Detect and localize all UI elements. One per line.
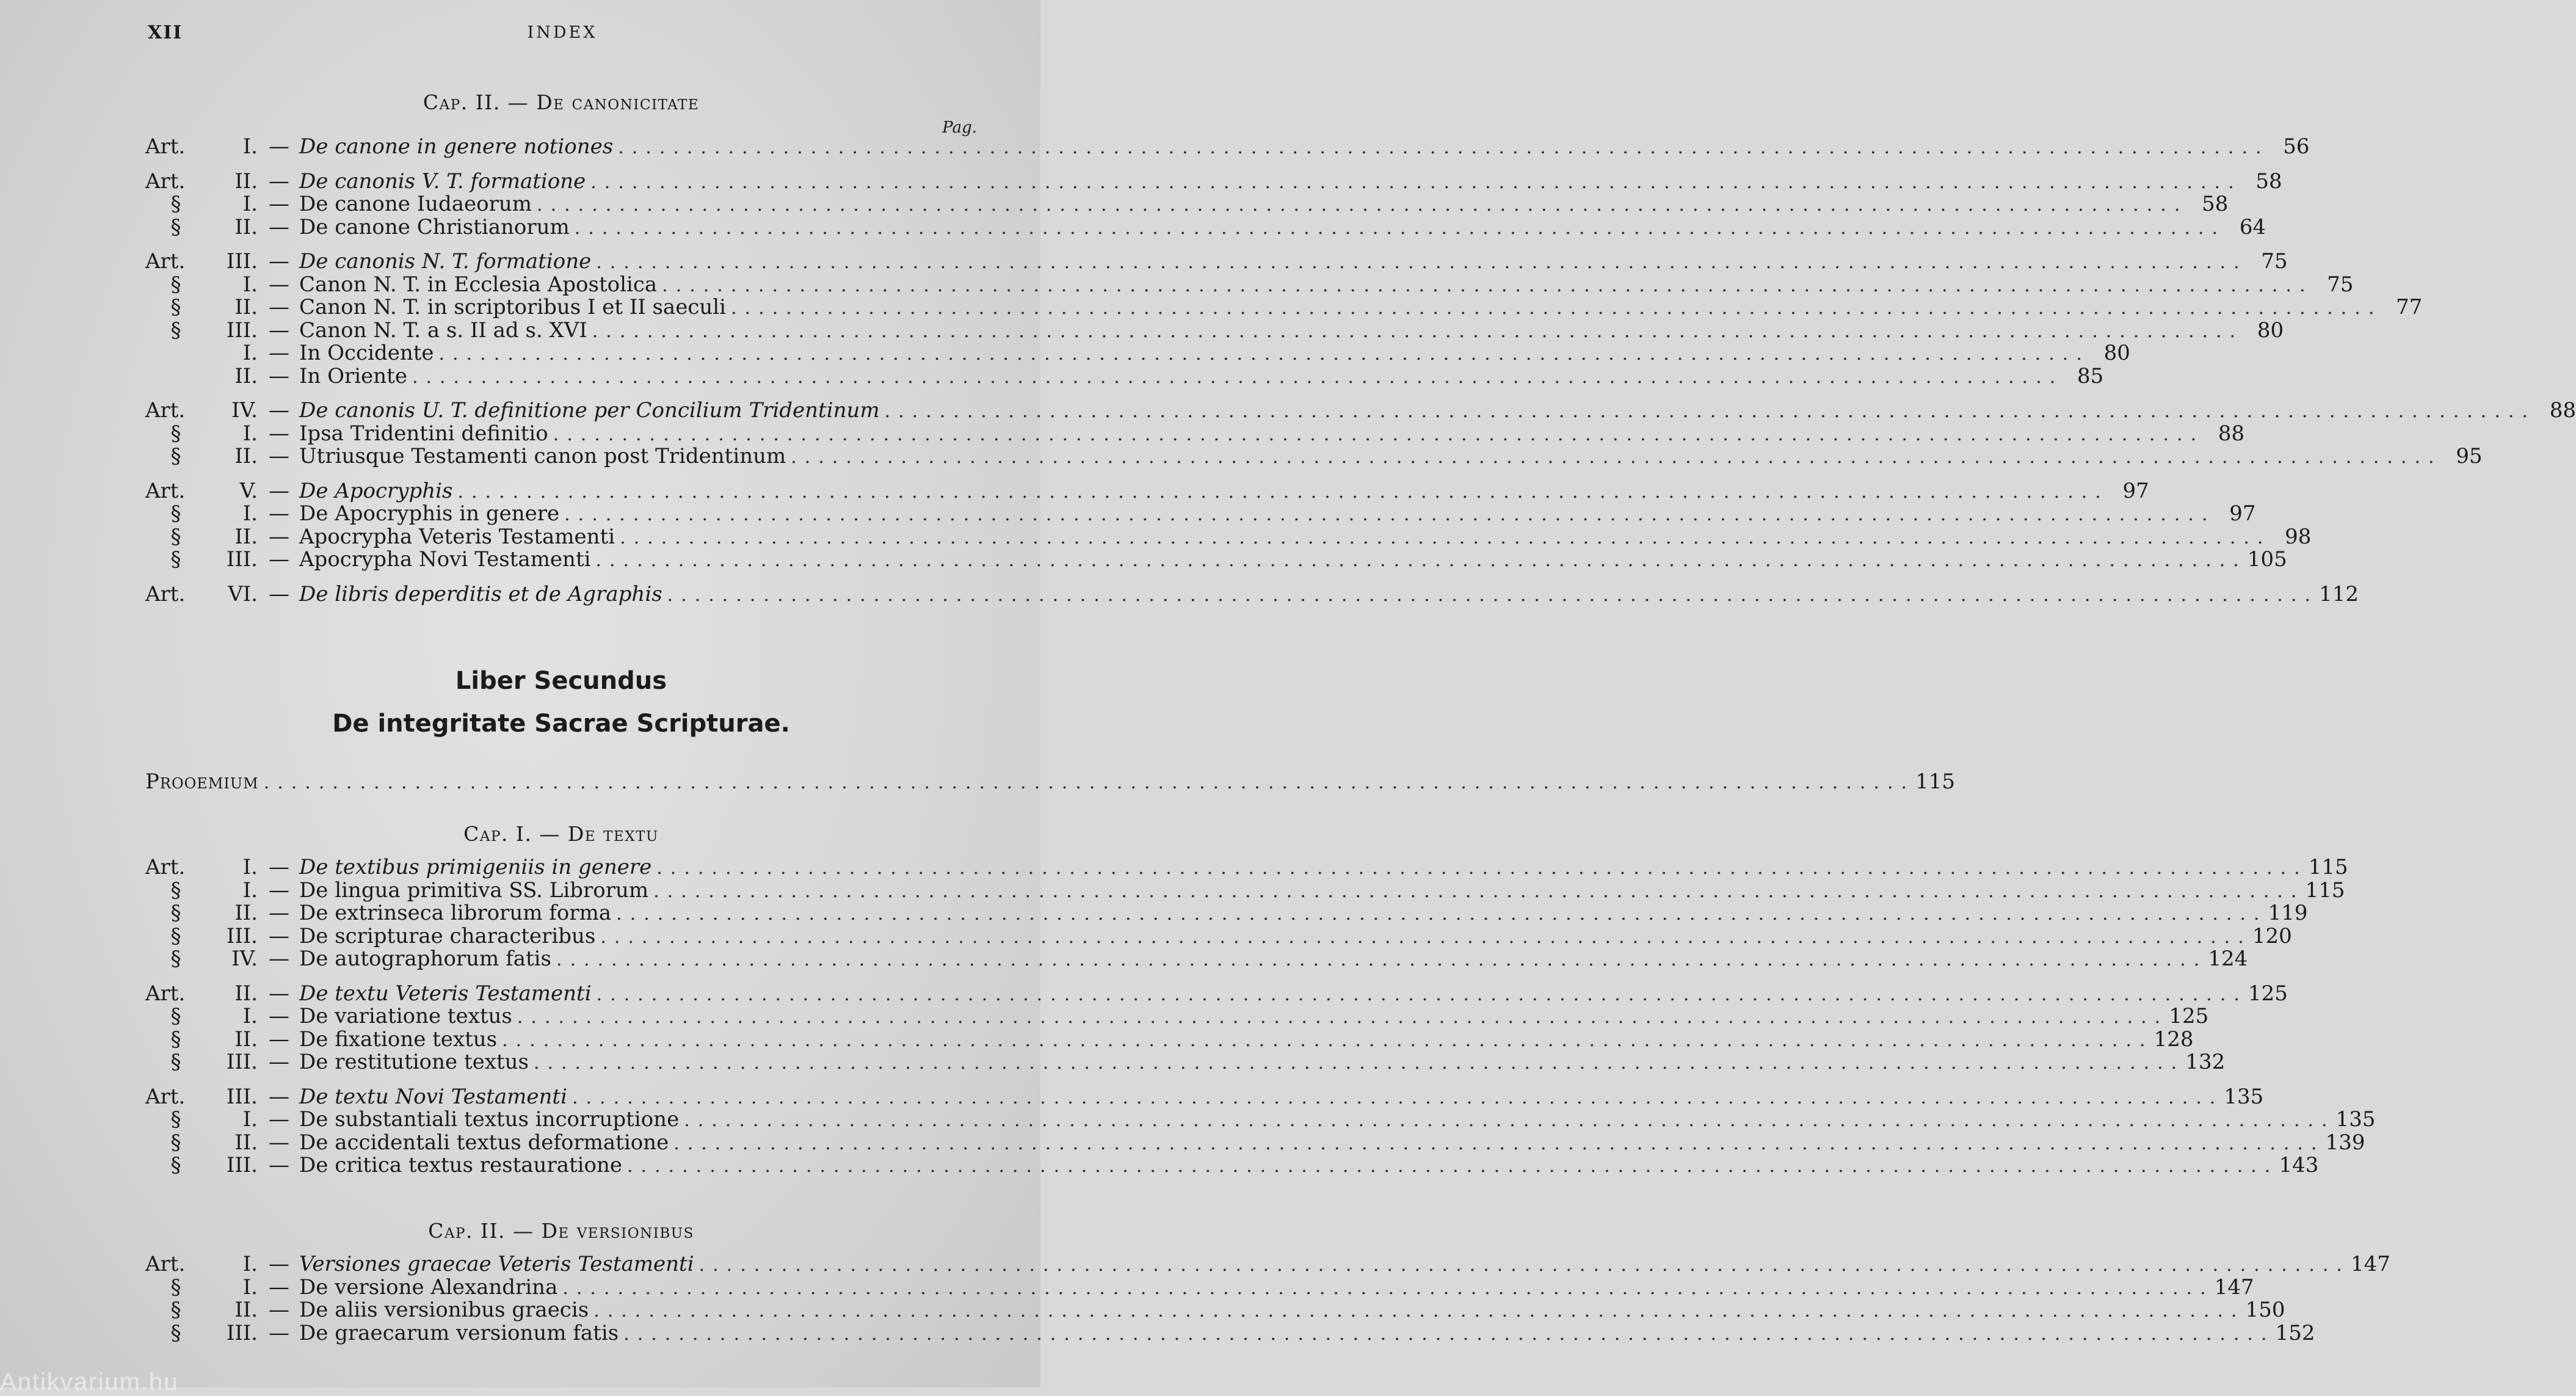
leader-dots: ........................................................................................................................ — [667, 584, 2318, 606]
leader-dots: ........................................................................................................................ — [438, 343, 2090, 365]
entry-title: Canon N. T. in Ecclesia Apostolica — [299, 272, 658, 297]
page-number: 112 — [2319, 581, 2359, 606]
em-dash: — — [269, 501, 289, 526]
page-number: 56 — [2283, 134, 2310, 159]
entry-number: V. — [239, 478, 258, 503]
leader-dots: ........................................................................................................................ — [593, 1300, 2245, 1321]
pag-label: Pag. — [942, 118, 977, 137]
toc-row[interactable] — [145, 1050, 2226, 1074]
leader-dots: ........................................................................................................................ — [653, 880, 2305, 902]
toc-row[interactable] — [145, 134, 2310, 159]
em-dash: — — [269, 547, 289, 572]
section-sign: § — [170, 901, 181, 925]
entry-title: De autographorum fatis — [299, 947, 551, 971]
em-dash: — — [269, 478, 289, 503]
entry-number: II. — [234, 901, 258, 925]
page-number: 88 — [2549, 398, 2576, 423]
section-sign: § — [170, 1004, 181, 1028]
page-number: 124 — [2208, 947, 2248, 971]
entry-number: I. — [242, 501, 258, 526]
entry-number: III. — [226, 1320, 258, 1345]
em-dash: — — [269, 272, 289, 297]
entry-title: De variatione textus — [299, 1004, 512, 1028]
toc-row[interactable] — [145, 547, 2287, 572]
chapter-heading: Cap. I. — De textu — [463, 822, 659, 846]
entry-title: De lingua primitiva SS. Librorum — [299, 878, 649, 903]
entry-title: De libris deperditis et de Agraphis — [299, 581, 662, 606]
toc-row[interactable] — [145, 1084, 2264, 1109]
article-label: Art. — [145, 1084, 186, 1109]
entry-number: II. — [234, 981, 258, 1006]
section-sign: § — [170, 1274, 181, 1300]
em-dash: — — [269, 444, 289, 468]
entry-title: De textibus primigeniis in genere — [299, 855, 652, 879]
section-versionibus — [145, 1219, 2390, 1345]
em-dash: — — [269, 421, 289, 446]
entry-number: I. — [242, 1274, 258, 1300]
leader-dots: ........................................................................................................................ — [592, 320, 2244, 342]
leader-dots: ........................................................................................................................ — [656, 857, 2308, 879]
leader-dots: ........................................................................................................................ — [662, 274, 2313, 296]
entry-title: De textu Novi Testamenti — [299, 1084, 567, 1109]
article-label: Art. — [145, 478, 186, 503]
entry-title: De graecarum versionum fatis — [299, 1320, 619, 1345]
page-number: 80 — [2103, 341, 2130, 365]
entry-title: De substantiali textus incorruptione — [299, 1107, 680, 1132]
toc-row[interactable] — [145, 923, 2292, 948]
toc-list — [145, 855, 2376, 1177]
section-textu — [145, 822, 2376, 1177]
page-number: 125 — [2248, 981, 2288, 1006]
section-sign: § — [170, 214, 181, 239]
toc-row[interactable] — [145, 901, 2308, 925]
entry-number: II. — [234, 524, 258, 549]
entry-number: I. — [242, 421, 258, 446]
leader-dots: ........................................................................................................................ — [884, 401, 2536, 422]
entry-title: De restitutione textus — [299, 1050, 529, 1074]
leader-dots: ........................................................................................................................ — [537, 194, 2188, 216]
toc-row[interactable] — [145, 524, 2312, 549]
toc-row[interactable] — [145, 1107, 2376, 1132]
section-sign: § — [170, 878, 181, 903]
leader-dots: ........................................................................................................................ — [596, 983, 2248, 1005]
leader-dots: ........................................................................................................................ — [263, 772, 1915, 793]
page-number: 58 — [2202, 192, 2229, 216]
em-dash: — — [269, 524, 289, 549]
section-sign: § — [170, 524, 181, 549]
leader-dots: ........................................................................................................................ — [600, 926, 2252, 948]
section-sign: § — [170, 501, 181, 526]
leader-dots: ........................................................................................................................ — [517, 1006, 2169, 1028]
em-dash: — — [269, 855, 289, 879]
em-dash: — — [269, 947, 289, 971]
section-sign: § — [170, 947, 181, 971]
leader-dots: ........................................................................................................................ — [562, 1277, 2214, 1299]
toc-row[interactable] — [145, 295, 2423, 319]
liber-subtitle: De integritate Sacrae Scripturae. — [332, 710, 790, 738]
toc-row[interactable] — [145, 272, 2354, 297]
toc-list — [145, 1252, 2390, 1345]
toc-row[interactable] — [145, 769, 1956, 794]
entry-number: VI. — [228, 581, 258, 606]
em-dash: — — [269, 923, 289, 948]
page-number: 105 — [2247, 547, 2287, 572]
page-number: 119 — [2268, 901, 2308, 925]
entry-number: III. — [226, 547, 258, 572]
page-number: 115 — [1915, 769, 1956, 794]
em-dash: — — [269, 318, 289, 343]
em-dash: — — [269, 398, 289, 423]
page-number: 135 — [2335, 1107, 2376, 1132]
page-number: 88 — [2218, 421, 2245, 446]
em-dash: — — [269, 341, 289, 365]
entry-title: De canone Christianorum — [299, 214, 570, 239]
toc-row[interactable] — [145, 1004, 2209, 1028]
page-number: 98 — [2285, 524, 2312, 549]
section-sign: § — [170, 1050, 181, 1074]
em-dash: — — [269, 363, 289, 388]
entry-number: III. — [226, 1153, 258, 1177]
leader-dots: ........................................................................................................................ — [533, 1052, 2185, 1074]
entry-number: III. — [226, 318, 258, 343]
toc-row[interactable] — [145, 501, 2256, 526]
toc-row[interactable] — [145, 398, 2576, 423]
leader-dots: ........................................................................................................................ — [623, 1323, 2275, 1345]
article-label: Art. — [145, 855, 186, 879]
entry-title: Versiones graecae Veteris Testamenti — [299, 1252, 694, 1276]
entry-title: De extrinseca librorum forma — [299, 901, 612, 925]
page-number: 58 — [2255, 169, 2282, 194]
entry-number: III. — [226, 249, 258, 274]
toc-row[interactable] — [145, 1252, 2390, 1276]
toc-row[interactable] — [145, 581, 2359, 606]
page-number: 152 — [2275, 1320, 2315, 1345]
entry-number: II. — [234, 1298, 258, 1322]
entry-title: De canone in genere notiones — [299, 134, 614, 159]
entry-title: De canonis V. T. formatione — [299, 169, 586, 194]
page-number: 128 — [2153, 1027, 2194, 1052]
article-label: Art. — [145, 981, 186, 1006]
em-dash: — — [269, 1050, 289, 1074]
entry-title: Apocrypha Novi Testamenti — [299, 547, 591, 572]
leader-dots: ........................................................................................................................ — [731, 297, 2382, 319]
entry-number: II. — [234, 295, 258, 319]
page-number: 97 — [2122, 478, 2149, 503]
entry-number: II. — [234, 1130, 258, 1155]
toc-row[interactable] — [145, 1130, 2365, 1155]
leader-dots: ........................................................................................................................ — [791, 446, 2442, 468]
entry-title: De textu Veteris Testamenti — [299, 981, 592, 1006]
page-number: 77 — [2396, 295, 2423, 319]
chapter-heading: Cap. II. — De canonicitate — [423, 90, 700, 114]
entry-title: De scripturae characteribus — [299, 923, 596, 948]
entry-number: I. — [242, 1252, 258, 1276]
section-sign: § — [170, 1153, 181, 1177]
toc-row[interactable] — [145, 947, 2248, 971]
entry-title: De canonis U. T. definitione per Concilium Tridentinum — [299, 398, 880, 423]
page-number: 95 — [2456, 444, 2483, 468]
em-dash: — — [269, 1084, 289, 1109]
article-label: Art. — [145, 1252, 186, 1276]
entry-title: In Occidente — [299, 341, 434, 365]
toc-row[interactable] — [145, 981, 2288, 1006]
entry-number: I. — [242, 1107, 258, 1132]
page-number: 143 — [2279, 1153, 2319, 1177]
section-sign: § — [170, 923, 181, 948]
entry-number: I. — [242, 134, 258, 159]
entry-title: Canon N. T. in scriptoribus I et II saeculi — [299, 295, 727, 319]
toc-row[interactable] — [145, 1153, 2319, 1177]
leader-dots: ........................................................................................................................ — [684, 1110, 2335, 1131]
toc-row[interactable] — [145, 318, 2284, 343]
leader-dots: ........................................................................................................................ — [596, 252, 2248, 273]
toc-row[interactable] — [145, 169, 2282, 194]
toc-row[interactable] — [145, 421, 2245, 446]
section-sign: § — [170, 444, 181, 468]
page-number: 147 — [2214, 1274, 2254, 1300]
toc-row[interactable] — [145, 878, 2345, 903]
entry-number: II. — [234, 363, 258, 388]
entry-title: De aliis versionibus graecis — [299, 1298, 589, 1322]
page-number: 120 — [2252, 923, 2292, 948]
em-dash: — — [269, 1004, 289, 1028]
page-number: 85 — [2077, 363, 2104, 388]
entry-number: III. — [226, 1050, 258, 1074]
toc-row[interactable] — [145, 444, 2483, 468]
page-number: 75 — [2327, 272, 2354, 297]
page-number: 75 — [2261, 249, 2288, 274]
em-dash: — — [269, 214, 289, 239]
leader-dots: ........................................................................................................................ — [556, 949, 2208, 970]
em-dash: — — [269, 249, 289, 274]
section-sign: § — [170, 1027, 181, 1052]
chapter-heading: Cap. II. — De versionibus — [428, 1219, 694, 1243]
page-number: 115 — [2305, 878, 2345, 903]
page-number: 132 — [2185, 1050, 2226, 1074]
leader-dots: ........................................................................................................................ — [698, 1254, 2350, 1276]
article-label: Art. — [145, 249, 186, 274]
entry-number: II. — [234, 169, 258, 194]
entry-title: De canone Iudaeorum — [299, 192, 532, 216]
leader-dots: ........................................................................................................................ — [616, 903, 2268, 925]
entry-title: Utriusque Testamenti canon post Tridentinum — [299, 444, 786, 468]
section-sign: § — [170, 1130, 181, 1155]
leader-dots: ........................................................................................................................ — [553, 423, 2205, 445]
page-number: 147 — [2351, 1252, 2390, 1276]
section-sign: § — [170, 547, 181, 572]
toc-row[interactable] — [145, 249, 2288, 274]
entry-number: II. — [234, 444, 258, 468]
toc-row[interactable] — [145, 1320, 2315, 1345]
watermark: Antikvarium.hu — [0, 1369, 179, 1395]
em-dash: — — [269, 1107, 289, 1132]
entry-number: IV. — [231, 947, 258, 971]
toc-row[interactable] — [145, 214, 2266, 239]
toc-row[interactable] — [145, 192, 2229, 216]
article-label: Art. — [145, 169, 186, 194]
leader-dots: ........................................................................................................................ — [618, 137, 2269, 158]
prooemium-entry — [145, 769, 1956, 794]
entry-title: Apocrypha Veteris Testamenti — [299, 524, 615, 549]
entry-number: I. — [242, 1004, 258, 1028]
leader-dots: ........................................................................................................................ — [590, 171, 2242, 193]
toc-row[interactable] — [145, 363, 2104, 388]
entry-title: Canon N. T. a s. II ad s. XVI — [299, 318, 587, 343]
page-number: 125 — [2169, 1004, 2209, 1028]
entry-title: De Apocryphis — [299, 478, 453, 503]
toc-list — [145, 134, 2576, 606]
toc-row[interactable] — [145, 1298, 2285, 1322]
em-dash: — — [269, 1298, 289, 1322]
leader-dots: ........................................................................................................................ — [595, 550, 2247, 571]
em-dash: — — [269, 1252, 289, 1276]
entry-title: De Apocryphis in genere — [299, 501, 560, 526]
entry-number: I. — [242, 855, 258, 879]
em-dash: — — [269, 878, 289, 903]
article-label: Art. — [145, 581, 186, 606]
em-dash: — — [269, 1027, 289, 1052]
entry-number: I. — [242, 272, 258, 297]
toc-row[interactable] — [145, 478, 2149, 503]
entry-title: De canonis N. T. formatione — [299, 249, 592, 274]
section-sign: § — [170, 318, 181, 343]
em-dash: — — [269, 295, 289, 319]
entry-number: II. — [234, 1027, 258, 1052]
leader-dots: ........................................................................................................................ — [673, 1132, 2325, 1154]
running-head — [148, 22, 977, 46]
section-canonicitate — [145, 90, 2576, 606]
entry-title: Ipsa Tridentini definitio — [299, 421, 548, 446]
section-sign: § — [170, 272, 181, 297]
leader-dots: ........................................................................................................................ — [627, 1155, 2279, 1177]
leader-dots: ........................................................................................................................ — [502, 1029, 2153, 1051]
page-number: 135 — [2224, 1084, 2264, 1109]
section-sign: § — [170, 1298, 181, 1322]
section-sign: § — [170, 1107, 181, 1132]
em-dash: — — [269, 134, 289, 159]
em-dash: — — [269, 192, 289, 216]
prooemium-label: Prooemium — [145, 769, 259, 794]
entry-title: In Oriente — [299, 363, 407, 388]
page-number: 64 — [2239, 214, 2266, 239]
entry-number: III. — [226, 1084, 258, 1109]
leader-dots: ........................................................................................................................ — [412, 366, 2064, 388]
leader-dots: ........................................................................................................................ — [564, 504, 2216, 525]
em-dash: — — [269, 981, 289, 1006]
entry-number: I. — [242, 192, 258, 216]
page-number: 139 — [2325, 1130, 2365, 1155]
em-dash: — — [269, 1153, 289, 1177]
em-dash: — — [269, 901, 289, 925]
article-label: Art. — [145, 134, 186, 159]
toc-row[interactable] — [145, 855, 2348, 879]
page-folio: XII — [148, 22, 183, 43]
section-sign: § — [170, 1320, 181, 1345]
em-dash: — — [269, 1130, 289, 1155]
em-dash: — — [269, 1274, 289, 1300]
running-title: INDEX — [527, 23, 598, 42]
entry-number: I. — [242, 341, 258, 365]
toc-row[interactable] — [145, 341, 2130, 365]
page-number: 115 — [2308, 855, 2348, 879]
entry-number: IV. — [231, 398, 258, 423]
entry-title: De critica textus restauratione — [299, 1153, 622, 1177]
leader-dots: ........................................................................................................................ — [574, 217, 2226, 239]
liber-title: Liber Secundus — [455, 667, 667, 695]
em-dash: — — [269, 581, 289, 606]
page-number: 150 — [2245, 1298, 2285, 1322]
article-label: Art. — [145, 398, 186, 423]
leader-dots: ........................................................................................................................ — [457, 481, 2109, 503]
em-dash: — — [269, 169, 289, 194]
page-number: 80 — [2257, 318, 2284, 343]
entry-number: I. — [242, 878, 258, 903]
entry-title: De fixatione textus — [299, 1027, 498, 1052]
leader-dots: ........................................................................................................................ — [571, 1086, 2224, 1108]
section-sign: § — [170, 295, 181, 319]
toc-row[interactable] — [145, 1274, 2254, 1300]
entry-number: III. — [226, 923, 258, 948]
page-number: 97 — [2229, 501, 2256, 526]
entry-number: II. — [234, 214, 258, 239]
section-sign: § — [170, 192, 181, 216]
em-dash: — — [269, 1320, 289, 1345]
entry-title: De versione Alexandrina — [299, 1274, 558, 1300]
toc-row[interactable] — [145, 1027, 2194, 1052]
section-sign: § — [170, 421, 181, 446]
entry-title: De accidentali textus deformatione — [299, 1130, 669, 1155]
leader-dots: ........................................................................................................................ — [620, 526, 2271, 548]
